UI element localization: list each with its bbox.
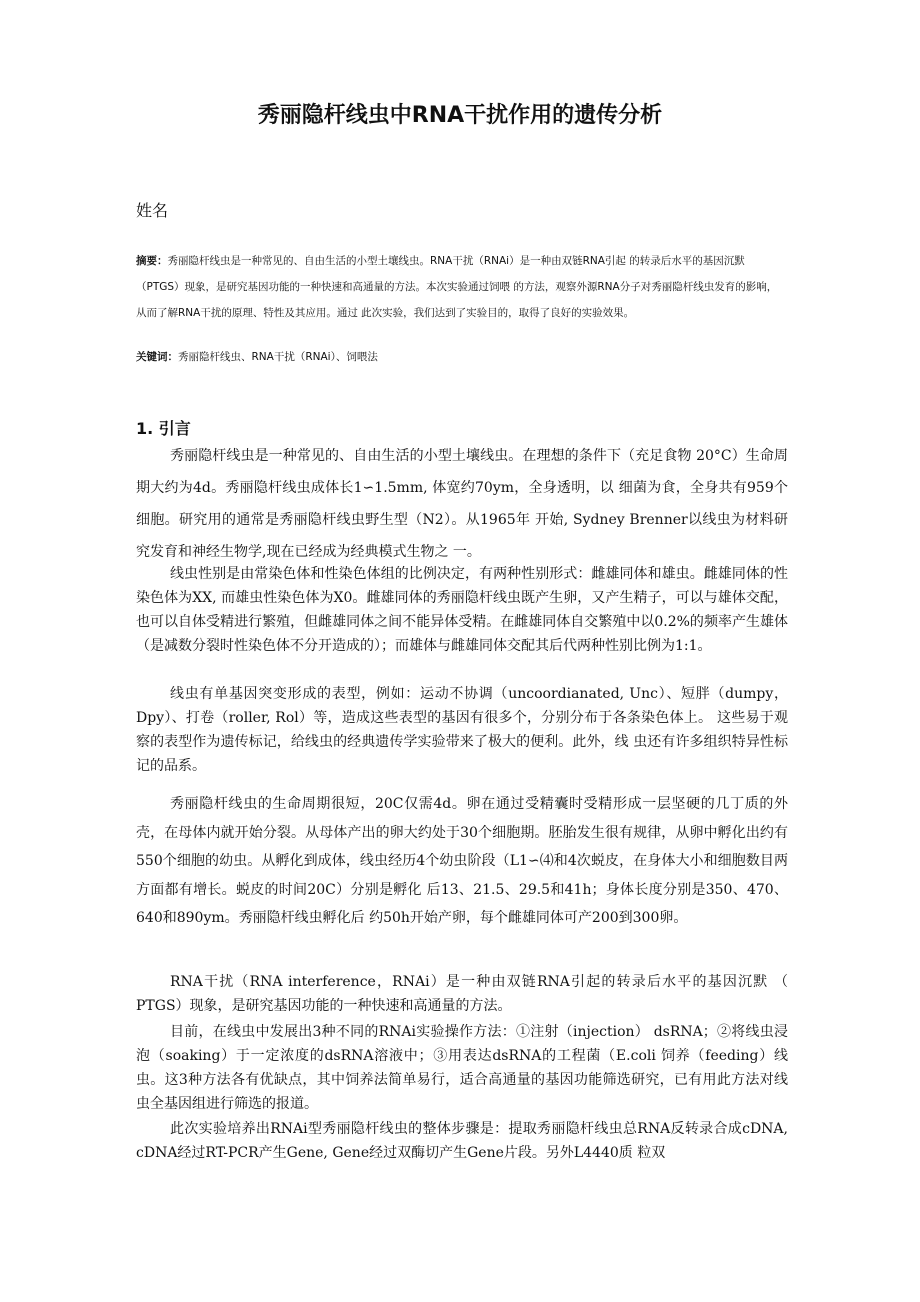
body-paragraph: 此次实验培养出RNAi型秀丽隐杆线虫的整体步骤是：提取秀丽隐杆线虫总RNA反转录合成cDNA, cDNA经过RT-PCR产生Gene, Gene经过双酶切产生Gene片段。另外L4440质 粒双 (136, 1121, 788, 1161)
body-paragraph: 线虫性别是由常染色体和性染色体组的比例决定，有两种性别形式：雌雄同体和雄虫。雌雄同体的性染色体为XX, 而雄虫性染色体为X0。雌雄同体的秀丽隐杆线虫既产生卵，又产生精子，可以与雄体交配，也可以自体受精进行繁殖，但雌雄同体之间不能异体受精。在雌雄同体自交繁殖中以0.2%的频率产生雄体（是减数分裂时性染色体不分开造成的）；而雄体与雌雄同体交配其后代两种性别比例为1:1。 (136, 566, 788, 654)
abstract-text: 秀丽隐杆线虫是一种常见的、自由生活的小型土壤线虫。RNA干扰（RNAi）是一种由双链RNA引起 的转录后水平的基因沉默（PTGS）现象，是研究基因功能的一种快速和高通量的方法。本次实验通过饲喂 的方法，观察外源RNA分子对秀丽隐杆线虫发育的影响，从而了解RNA干扰的原理、特性及其应用。通过 此次实验，我们达到了实验目的，取得了良好的实验效果。 (136, 255, 778, 319)
paper-title: 秀丽隐杆线虫中RNA干扰作用的遗传分析 (257, 103, 663, 128)
keywords (136, 344, 786, 370)
keywords-label: 关键词： (136, 351, 178, 363)
body-paragraph: RNA干扰（RNA interference，RNAi）是一种由双链RNA引起的转录后水平的基因沉默 （ PTGS）现象，是研究基因功能的一种快速和高通量的方法。 (136, 974, 788, 1014)
body-paragraph: 秀丽隐杆线虫的生命周期很短，20C仅需4d。卵在通过受精囊时受精形成一层坚硬的几丁质的外壳，在母体内就开始分裂。从母体产出的卵大约处于30个细胞期。胚胎发生很有规律，从卵中孵化出约有550个细胞的幼虫。从孵化到成体，线虫经历4个幼虫阶段（L1∽⑷和4次蜕皮，在身体大小和细胞数目两方面都有增长。蜕皮的时间20C）分别是孵化 后13、21.5、29.5和41h；身体长度分别是350、470、640和890ym。秀丽隐杆线虫孵化后 约50h开始产卵，每个雌雄同体可产200到300卵。 (136, 796, 788, 926)
section-heading: 1. 引言 (136, 419, 191, 438)
body-paragraph: 线虫有单基因突变形成的表型，例如：运动不协调（uncoordianated, Unc）、短胖（dumpy， Dpy）、打卷（roller, Rol）等，造成这些表型的基因有很多个，分别分布于各条染色体上。 这些易于观察的表型作为遗传标记，给线虫的经典遗传学实验带来了极大的便利。此外，线 虫还有许多组织特异性标记的品系。 (136, 686, 788, 774)
body-paragraph: 秀丽隐杆线虫是一种常见的、自由生活的小型土壤线虫。在理想的条件下（充足食物 20°C）生命周期大约为4d。秀丽隐杆线虫成体长1∽1.5mm, 体宽约70ym，全身透明，以 细菌为食，全身共有959个细胞。研究用的通常是秀丽隐杆线虫野生型（N2）。从1965年 开始, Sydney Brenner以线虫为材料研究发育和神经生物学,现在已经成为经典模式生物之 一。 (136, 448, 788, 560)
body-paragraph: 目前，在线虫中发展出3种不同的RNAi实验操作方法：①注射（injection） dsRNA；②将线虫浸泡（soaking）于一定浓度的dsRNA溶液中；③用表达dsRNA的工程菌（E.coli 饲养（feeding）线虫。这3种方法各有优缺点，其中饲养法简单易行，适合高通量的基因功能筛选研究，已有用此方法对线虫全基因组进行筛选的报道。 (136, 1024, 788, 1112)
abstract-label: 摘要： (136, 255, 168, 267)
author-name: 姓名 (136, 201, 169, 220)
abstract (136, 248, 786, 326)
keywords-text: 秀丽隐杆线虫、RNA干扰（RNAi）、饲喂法 (178, 351, 378, 363)
